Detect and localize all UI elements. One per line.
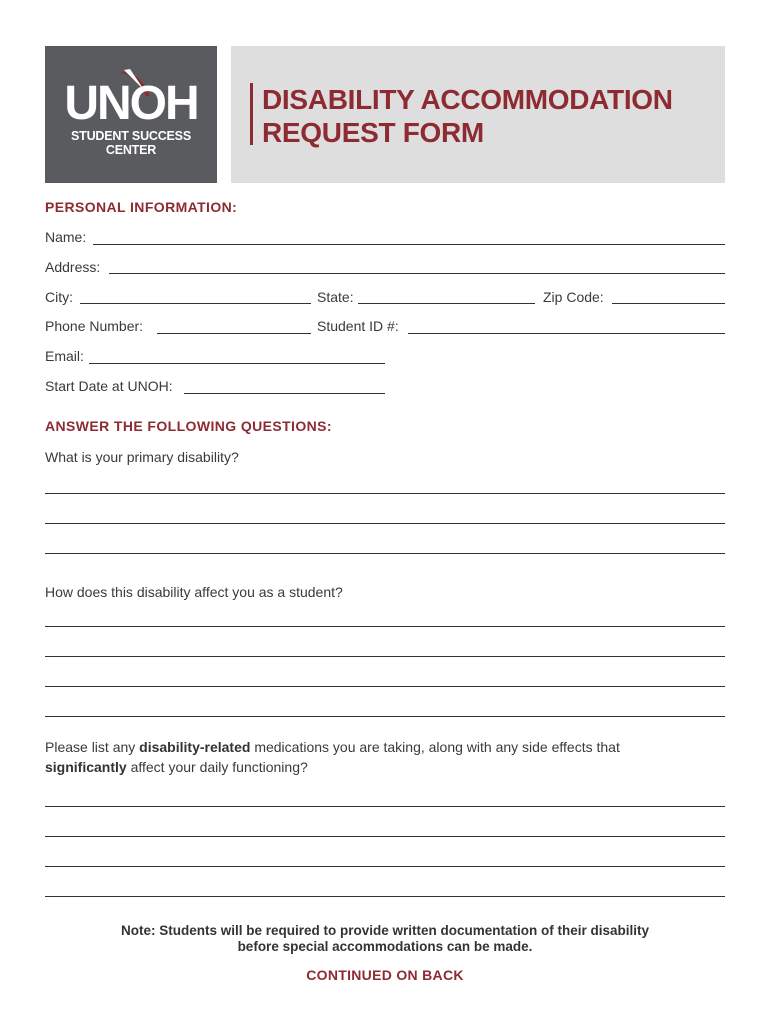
answer-line[interactable]: [45, 656, 725, 657]
note-line1: Note: Students will be required to provide written documentation of their disability: [120, 923, 650, 938]
state-label: State:: [317, 289, 354, 305]
question-medications-line1: Please list any disability-related medications you are taking, along with any side effects that: [45, 739, 620, 755]
email-field[interactable]: [89, 363, 385, 364]
answer-line[interactable]: [45, 523, 725, 524]
logo: [45, 46, 217, 183]
student-id-label: Student ID #:: [317, 318, 399, 334]
answer-line[interactable]: [45, 626, 725, 627]
continued-on-back: CONTINUED ON BACK: [306, 967, 464, 983]
title-banner: [231, 46, 725, 183]
question-disability-effect: How does this disability affect you as a student?: [45, 584, 343, 600]
student-id-field[interactable]: [408, 333, 725, 334]
documentation-note: [45, 923, 725, 955]
address-label: Address:: [45, 259, 101, 275]
zip-label: Zip Code:: [543, 289, 604, 305]
questions-heading: ANSWER THE FOLLOWING QUESTIONS:: [45, 418, 332, 434]
city-field[interactable]: [80, 303, 311, 304]
page-title-line1: DISABILITY ACCOMMODATION: [262, 84, 673, 115]
city-label: City:: [45, 289, 73, 305]
answer-line[interactable]: [45, 716, 725, 717]
answer-line[interactable]: [45, 836, 725, 837]
answer-line[interactable]: [45, 553, 725, 554]
phone-label: Phone Number:: [45, 318, 144, 334]
question-primary-disability: What is your primary disability?: [45, 449, 239, 465]
note-line2: before special accommodations can be made.: [237, 939, 533, 954]
address-field[interactable]: [109, 273, 725, 274]
question-medications: [45, 737, 735, 777]
start-date-field[interactable]: [184, 393, 385, 394]
page-title: [262, 83, 673, 149]
answer-line[interactable]: [45, 866, 725, 867]
start-date-label: Start Date at UNOH:: [45, 378, 173, 394]
name-field[interactable]: [93, 244, 725, 245]
logo-subtitle: STUDENT SUCCESS CENTER: [71, 129, 191, 157]
name-label: Name:: [45, 229, 87, 245]
answer-line[interactable]: [45, 493, 725, 494]
phone-field[interactable]: [157, 333, 311, 334]
logo-wordmark: UNOH: [64, 77, 198, 130]
question-medications-line2: significantly affect your daily functioning?: [45, 759, 308, 775]
zip-field[interactable]: [612, 303, 725, 304]
answer-line[interactable]: [45, 806, 725, 807]
answer-line[interactable]: [45, 896, 725, 897]
state-field[interactable]: [358, 303, 535, 304]
answer-line[interactable]: [45, 686, 725, 687]
page-title-line2: REQUEST FORM: [262, 117, 484, 148]
title-accent-bar: [250, 83, 253, 145]
personal-info-heading: PERSONAL INFORMATION:: [45, 199, 238, 215]
email-label: Email:: [45, 348, 84, 364]
